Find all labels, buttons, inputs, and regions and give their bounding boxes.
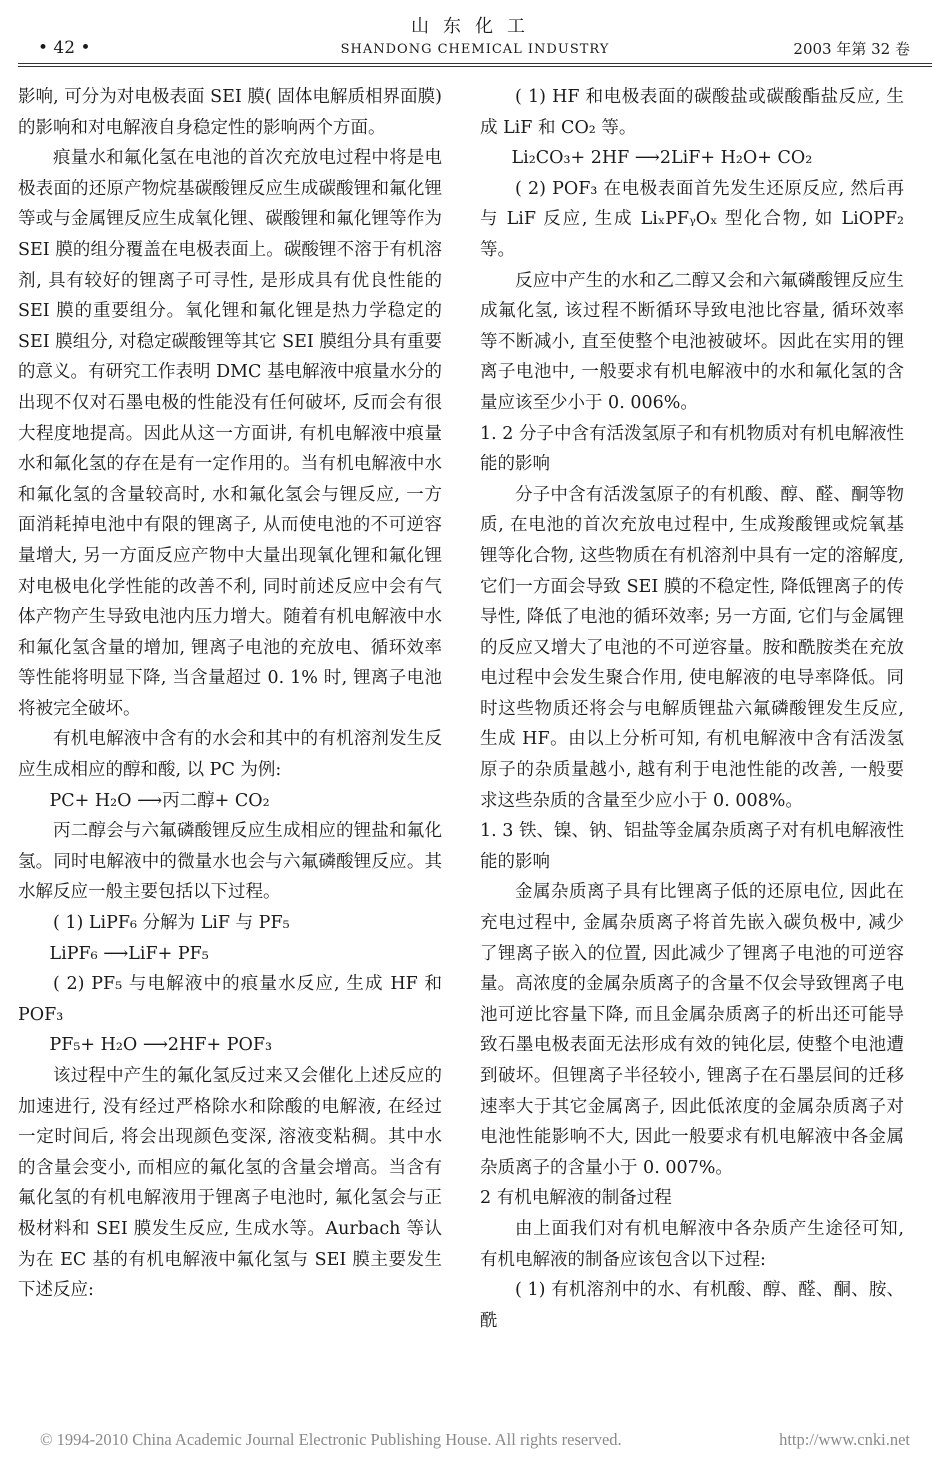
paragraph: 影响, 可分为对电极表面 SEI 膜( 固体电解质相界面膜) 的影响和对电解液自身稳定性的影响两个方面。 [18, 87, 442, 138]
equation: PC+ H₂O ⟶丙二醇+ CO₂ [49, 790, 270, 811]
year-volume: 2003 年第 32 卷 [793, 40, 910, 58]
page-number: • 42 • [38, 38, 91, 58]
equation: Li₂CO₃+ 2HF ⟶2LiF+ H₂O+ CO₂ [511, 148, 813, 169]
copyright-notice: © 1994-2010 China Academic Journal Electronic Publishing House. All rights reserved. [40, 1430, 622, 1449]
paragraph: 有机电解液中含有的水会和其中的有机溶剂发生反应生成相应的醇和酸, 以 PC 为例: [18, 729, 442, 781]
paragraph: 反应中产生的水和乙二醇又会和六氟磷酸锂反应生成氟化氢, 该过程不断循环导致电池比容量, 循环效率等不断减小, 直至使整个电池被破坏。因此在实用的锂离子电池中, 一般要求有机电解液中的水和氟化氢的含量应该至少小于 0. 006%。 [480, 270, 904, 413]
journal-title-cn: 山东化工 [411, 16, 539, 37]
section-heading: 1. 2 分子中含有活泼氢原子和有机物质对有机电解液性能的影响 [480, 423, 904, 475]
step-item: ( 1) HF 和电极表面的碳酸盐或碳酸酯盐反应, 生成 LiF 和 CO₂ 等。 [480, 87, 904, 138]
paragraph: 金属杂质离子具有比锂离子低的还原电位, 因此在充电过程中, 金属杂质离子将首先嵌入碳负极中, 减少了锂离子嵌入的位置, 因此减少了锂离子电池的可逆容量。高浓度的金属杂质离子的含量不仅会导致锂离子电池可逆比容量下降, 而且金属杂质离子的析出还可能导致石墨电极表面无法形成有效的钝化层, 使整个电池遭到破坏。但锂离子半径较小, 锂离子在石墨层间的迁移速率大于其它金属离子, 因此低浓度的金属杂质离子对电池性能影响不大, 因此一般要求有机电解液中各金属杂质离子的含量小于 0. 007%。 [480, 882, 904, 1178]
paragraph: 由上面我们对有机电解液中各杂质产生途径可知, 有机电解液的制备应该包含以下过程: [480, 1218, 904, 1270]
paragraph: 该过程中产生的氟化氢反过来又会催化上述反应的加速进行, 没有经过严格除水和除酸的电解液, 在经过一定时间后, 将会出现颜色变深, 溶液变粘稠。其中水的含量会变小, 而相应的氟化氢的含量会增高。当含有氟化氢的有机电解液用于锂离子电池时, 氟化氢会与正极材料和 SEI 膜发生反应, 生成水等。Aurbach 等认为在 EC 基的有机电解液中氟化氢与 SEI 膜主要发生下述反应: [18, 1066, 442, 1301]
right-column [480, 82, 904, 1336]
header-rule-bottom [18, 66, 932, 67]
step-item: ( 1) LiPF₆ 分解为 LiF 与 PF₅ [53, 913, 290, 934]
left-column [18, 82, 442, 1306]
step-item: ( 2) PF₅ 与电解液中的痕量水反应, 生成 HF 和 POF₃ [18, 974, 442, 1025]
step-item: ( 2) POF₃ 在电极表面首先发生还原反应, 然后再与 LiF 反应, 生成 LiₓPFᵧOₓ 型化合物, 如 LiOPF₂ 等。 [480, 178, 904, 260]
section-heading: 2 有机电解液的制备过程 [480, 1188, 672, 1209]
paragraph: 痕量水和氟化氢在电池的首次充放电过程中将是电极表面的还原产物烷基碳酸锂反应生成碳酸锂和氟化锂等或与金属锂反应生成氧化锂、碳酸锂和氟化锂等作为 SEI 膜的组分覆盖在电极表面上。碳酸锂不溶于有机溶剂, 具有较好的锂离子可寻性, 是形成具有优良性能的 SEI 膜的重要组分。氧化锂和氟化锂是热力学稳定的 SEI 膜组分, 对稳定碳酸锂等其它 SEI 膜组分具有重要的意义。有研究工作表明 DMC 基电解液中痕量水分的出现不仅对石墨电极的性能没有任何破坏, 反而会有很大程度地提高。因此从这一方面讲, 有机电解液中痕量水和氟化氢的存在是有一定作用的。当有机电解液中水和氟化氢的含量较高时, 水和氟化氢会与锂反应, 一方面消耗掉电池中有限的锂离子, 从而使电池的不可逆容量增大, 另一方面反应产物中大量出现氧化锂和氟化锂对电极电化学性能的改善不利, 同时前述反应中会有气体产物产生导致电池内压力增大。随着有机电解液中水和氟化氢含量的增加, 锂离子电池的充放电、循环效率等性能将明显下降, 当含量超过 0. 1% 时, 锂离子电池将被完全破坏。 [18, 148, 442, 719]
journal-header [300, 12, 650, 57]
paragraph: ( 1) 有机溶剂中的水、有机酸、醇、醛、酮、胺、酰 [480, 1280, 904, 1331]
paragraph: 分子中含有活泼氢原子的有机酸、醇、醛、酮等物质, 在电池的首次充放电过程中, 生成羧酸锂或烷氧基锂等化合物, 这些物质在有机溶剂中具有一定的溶解度, 它们一方面会导致 SEI 膜的不稳定性, 降低锂离子的传导性, 降低了电池的循环效率; 另一方面, 它们与金属锂的反应又增大了电池的不可逆容量。胺和酰胺类在充放电过程中会发生聚合作用, 使电解液的电导率降低。同时这些物质还将会与电解质锂盐六氟磷酸锂发生反应, 生成 HF。由以上分析可知, 有机电解液中含有活泼氢原子的杂质量越小, 越有利于电池性能的改善, 一般要求这些杂质的含量至少应小于 0. 008%。 [480, 484, 904, 811]
equation: LiPF₆ ⟶LiF+ PF₅ [49, 943, 209, 964]
section-heading: 1. 3 铁、镍、钠、铝盐等金属杂质离子对有机电解液性能的影响 [480, 821, 904, 872]
equation: PF₅+ H₂O ⟶2HF+ POF₃ [49, 1035, 272, 1056]
footer [40, 1430, 910, 1450]
journal-title-en: SHANDONG CHEMICAL INDUSTRY [340, 42, 610, 57]
footer-url[interactable]: http://www.cnki.net [779, 1430, 910, 1449]
paragraph: 丙二醇会与六氟磷酸锂反应生成相应的锂盐和氟化氢。同时电解液中的微量水也会与六氟磷酸锂反应。其水解反应一般主要包括以下过程。 [18, 821, 442, 903]
header-rule-top [18, 63, 932, 64]
